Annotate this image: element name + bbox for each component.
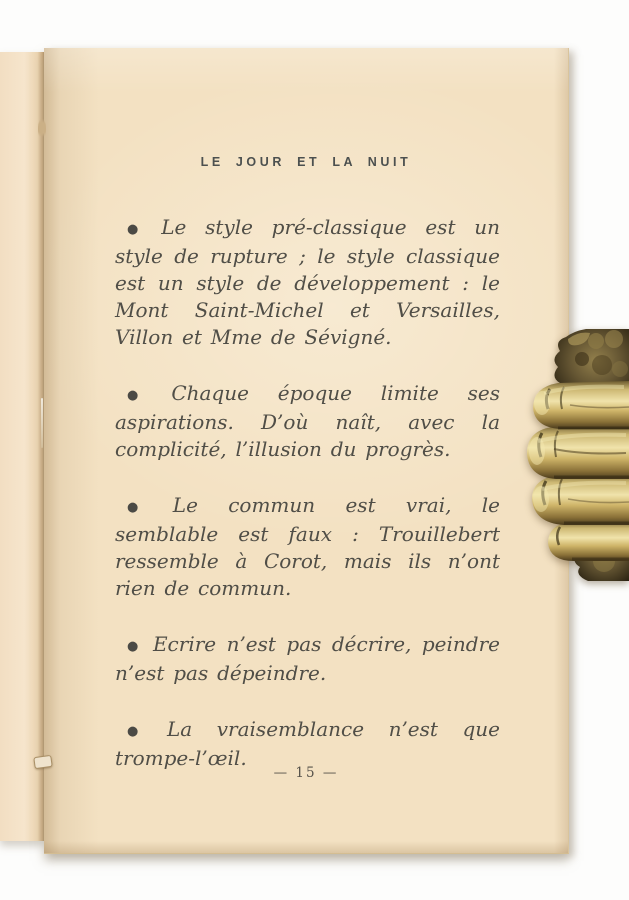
hand-icon — [524, 329, 629, 581]
binding-thread-stitch — [33, 755, 52, 769]
page-number: — 15 — — [273, 765, 339, 781]
aphorism — [115, 716, 500, 772]
aphorism — [115, 214, 500, 351]
book-page — [44, 48, 569, 854]
running-header: LE JOUR ET LA NUIT — [200, 155, 412, 169]
bullet-icon: ● — [127, 388, 159, 403]
aphorism — [115, 631, 500, 687]
aphorism-text: Le commun est vrai, le semblable est faux : Trouillebert ressemble à Corot, mais ils n’ont rien de commun. — [115, 493, 500, 600]
bullet-icon: ● — [127, 724, 155, 739]
bullet-icon: ● — [127, 639, 140, 654]
aphorism-text: Ecrire n’est pas décrire, peindre n’est pas dépeindre. — [115, 632, 500, 685]
facing-page-edge — [0, 52, 46, 841]
text-block — [115, 214, 500, 801]
aphorism — [115, 380, 500, 463]
aphorism — [115, 492, 500, 602]
binding-thread-hole — [38, 118, 46, 140]
bullet-icon: ● — [127, 222, 149, 237]
binding-thread — [41, 398, 43, 448]
aphorism-text: Le style pré-classique est un style de rupture ; le style classique est un style de développement : le Mont Saint-Michel et Versailles, Villon et Mme de Sévigné. — [115, 215, 500, 349]
aphorism-text: La vraisemblance n’est que trompe-l’œil. — [115, 717, 500, 770]
bullet-icon: ● — [127, 500, 160, 515]
brass-hand-clasp — [524, 329, 629, 581]
aphorism-text: Chaque époque limite ses aspirations. D’où naît, avec la complicité, l’illusion du progrès. — [115, 381, 500, 461]
